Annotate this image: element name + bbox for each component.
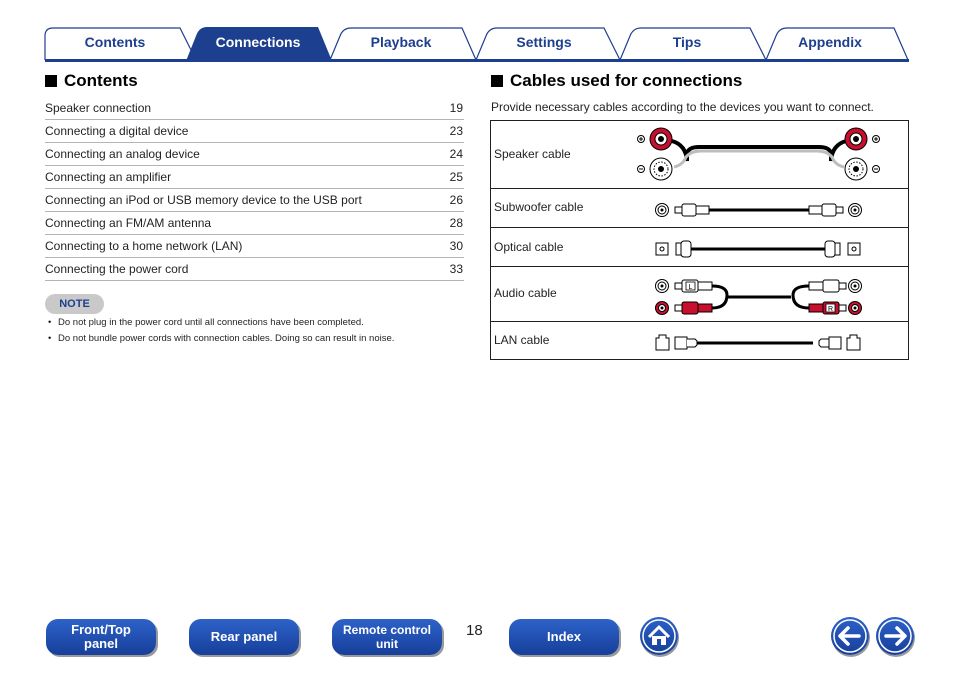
heading-square-icon [45,75,57,87]
toc-item-page: 19 [449,101,463,115]
bullet-icon: • [48,317,52,328]
previous-page-button[interactable] [831,617,869,655]
tab-connections[interactable]: Connections [215,34,301,50]
contents-list [45,97,464,281]
cable-label: LAN cable [494,333,550,347]
contents-heading [45,71,138,91]
toc-item-digital-device[interactable] [45,120,464,143]
subwoofer-cable-icon [491,189,908,227]
toc-item-title: Speaker connection [45,101,152,115]
rear-panel-label: Rear panel [210,629,278,644]
toc-item-analog-device[interactable] [45,143,464,166]
speaker-cable-icon [491,121,908,188]
arrow-left-icon [831,617,869,655]
toc-item-ipod-usb[interactable] [45,189,464,212]
audio-left-marker: L [688,284,693,291]
optical-cable-icon [491,228,908,266]
front-top-line1: Front/Top [71,622,131,637]
cable-row-lan [491,322,908,360]
toc-item-page: 28 [449,216,463,230]
remote-line1: Remote control [342,623,431,637]
cable-label: Speaker cable [494,147,571,161]
cable-label: Optical cable [494,240,564,254]
cables-heading-text: Cables used for connections [510,71,743,90]
tab-playback[interactable]: Playback [370,34,432,50]
note-item [45,316,465,332]
toc-item-speaker-connection[interactable] [45,97,464,120]
tab-tips[interactable]: Tips [672,34,702,50]
toc-item-home-network[interactable] [45,235,464,258]
heading-square-icon [491,75,503,87]
tab-settings[interactable]: Settings [516,34,572,50]
note-item [45,332,465,348]
next-page-button[interactable] [876,617,914,655]
toc-item-title: Connecting the power cord [45,262,189,276]
toc-item-title: Connecting an analog device [45,147,200,161]
cable-row-subwoofer [491,189,908,228]
note-text: Do not plug in the power cord until all connections have been completed. [58,317,364,328]
front-top-line2: panel [84,636,118,651]
toc-item-title: Connecting an amplifier [45,170,172,184]
toc-item-power-cord[interactable] [45,258,464,281]
cables-description: Provide necessary cables according to the devices you want to connect. [491,100,874,114]
home-icon [640,617,678,655]
remote-control-unit-button[interactable] [332,619,442,655]
note-text: Do not bundle power cords with connection cables. Doing so can result in noise. [58,333,395,344]
tab-appendix[interactable]: Appendix [798,34,862,50]
audio-right-marker: R [827,306,834,313]
tab-bar-shapes [0,0,954,64]
audio-cable-icon [491,267,908,321]
cable-row-audio [491,267,908,322]
toc-item-page: 25 [449,170,463,184]
bullet-icon: • [48,333,52,344]
toc-item-page: 23 [449,124,463,138]
tab-contents[interactable]: Contents [84,34,146,50]
remote-line2: unit [375,637,398,651]
toc-item-page: 30 [449,239,463,253]
index-label: Index [547,629,581,644]
toc-item-title: Connecting an iPod or USB memory device to the USB port [45,193,362,207]
arrow-right-icon [876,617,914,655]
cable-row-speaker [491,121,908,189]
toc-item-title: Connecting to a home network (LAN) [45,239,243,253]
cables-heading [491,71,742,91]
page-number: 18 [466,622,483,639]
cable-label: Subwoofer cable [494,200,584,214]
toc-item-title: Connecting an FM/AM antenna [45,216,212,230]
cable-label: Audio cable [494,286,557,300]
note-list [45,316,465,348]
toc-item-page: 26 [449,193,463,207]
rear-panel-button[interactable] [189,619,299,655]
front-top-panel-button[interactable] [46,619,156,655]
note-badge: NOTE [45,294,104,314]
toc-item-page: 24 [449,147,463,161]
toc-item-page: 33 [449,262,463,276]
contents-heading-text: Contents [64,71,138,90]
lan-cable-icon [491,322,908,359]
tab-bar [0,0,954,64]
toc-item-title: Connecting a digital device [45,124,189,138]
toc-item-amplifier[interactable] [45,166,464,189]
home-button[interactable] [640,617,678,655]
toc-item-fm-am-antenna[interactable] [45,212,464,235]
cables-table [490,120,909,360]
index-button[interactable] [509,619,619,655]
cable-row-optical [491,228,908,267]
